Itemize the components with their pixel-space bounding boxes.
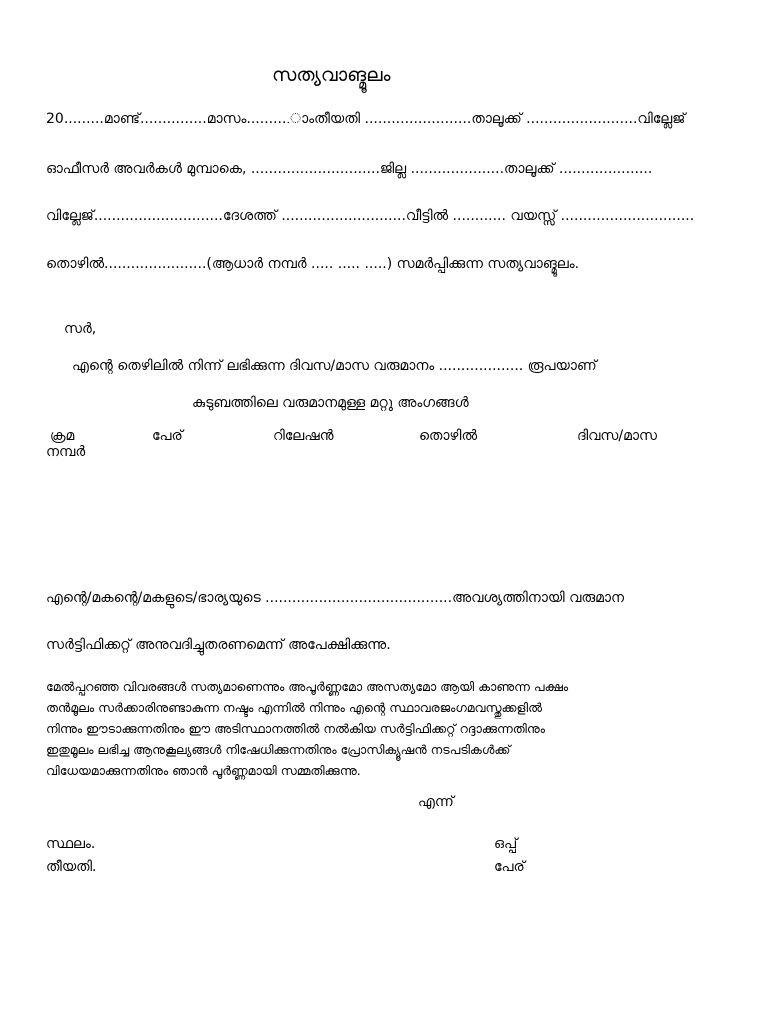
declaration-line: വിധേയമാക്കുന്നതിനും ഞാൻ പൂർണ്ണമായി സമ്മതിക്കുന്നു. [46, 763, 361, 778]
column-name: പേര് [152, 428, 183, 444]
name-label: പേര് [494, 859, 525, 875]
salutation: സർ, [64, 321, 97, 337]
closing-ennu: എന്ന് [418, 794, 454, 810]
form-line-year-month-taluk: 20.........മാണ്ട്...............മാസം..........ാംതീയതി ........................താലൂക്ക് .........................വില്ലേജ് [46, 111, 686, 127]
column-relation: റിലേഷൻ [273, 428, 334, 444]
certificate-request-line-2: സർട്ടിഫിക്കറ്റ് അനുവദിച്ചുതരണമെന്ന് അപേക്ഷിക്കുന്നു. [46, 637, 391, 653]
document-title: സത്യവാങ്മൂലം [272, 64, 391, 86]
income-statement: എന്റെ തെഴിലിൽ നിന്ന് ലഭിക്കുന്ന ദിവസ/മാസ വരുമാനം ................... രൂപയാണ് [72, 358, 597, 374]
place-label: സ്ഥലം. [46, 836, 96, 852]
form-line-village-house-age: വില്ലേജ്.............................ദേശത്ത് ............................വീട്ടിൽ ............ വയസ്സ് .............................. [46, 208, 695, 224]
column-job: തൊഴിൽ [419, 428, 478, 444]
column-serial-number: നമ്പർ [46, 444, 86, 460]
declaration-paragraph [46, 676, 706, 781]
form-line-officer-district: ഓഫീസർ അവർകൾ മുമ്പാകെ, .............................ജില്ല .....................താലൂക്ക് ..................... [46, 161, 653, 177]
family-members-heading: കുടുബത്തിലെ വരുമാനമുള്ള മറ്റു അംഗങ്ങൾ [192, 395, 469, 411]
declaration-line: തൻമൂലം സർക്കാരിനുണ്ടാകുന്ന നഷ്ടം എന്നിൽ നിന്നും എന്റെ സ്ഥാവരജംഗമവസ്തുക്കളിൽ [46, 700, 543, 715]
certificate-request-line-1: എന്റെ/മകന്റെ/മകളുടെ/ഭാര്യയുടെ ..........................................അവശ്യത്തിനായി വരുമാന [46, 590, 624, 606]
declaration-line: മേൽപ്പറഞ്ഞ വിവരങ്ങൾ സത്യമാണെന്നും അപൂർണ്ണമോ അസത്യമോ ആയി കാണുന്ന പക്ഷം [46, 679, 569, 694]
declaration-line: ഇതുമൂലം ലഭിച്ച ആനുകൂല്യങ്ങൾ നിഷേധിക്കുന്നതിനും പ്രോസിക്യൂഷൻ നടപടികൾക്ക് [46, 742, 511, 757]
column-serial: ക്രമ [50, 428, 75, 444]
form-line-job-aadhaar: തൊഴിൽ.......................(ആധാർ നമ്പർ ..... ..... .....) സമർപ്പിക്കുന്ന സത്യവാങ്മൂലം. [46, 256, 580, 272]
date-label: തീയതി. [46, 859, 97, 875]
declaration-line: നിന്നും ഈടാക്കുന്നതിനും ഈ അടിസ്ഥാനത്തിൽ നൽകിയ സർട്ടിഫിക്കറ്റ് റദ്ദാക്കുന്നതിനും [46, 721, 545, 736]
signature-label: ഒപ്പ് [494, 836, 518, 852]
column-income: ദിവസ/മാസ [577, 428, 657, 444]
